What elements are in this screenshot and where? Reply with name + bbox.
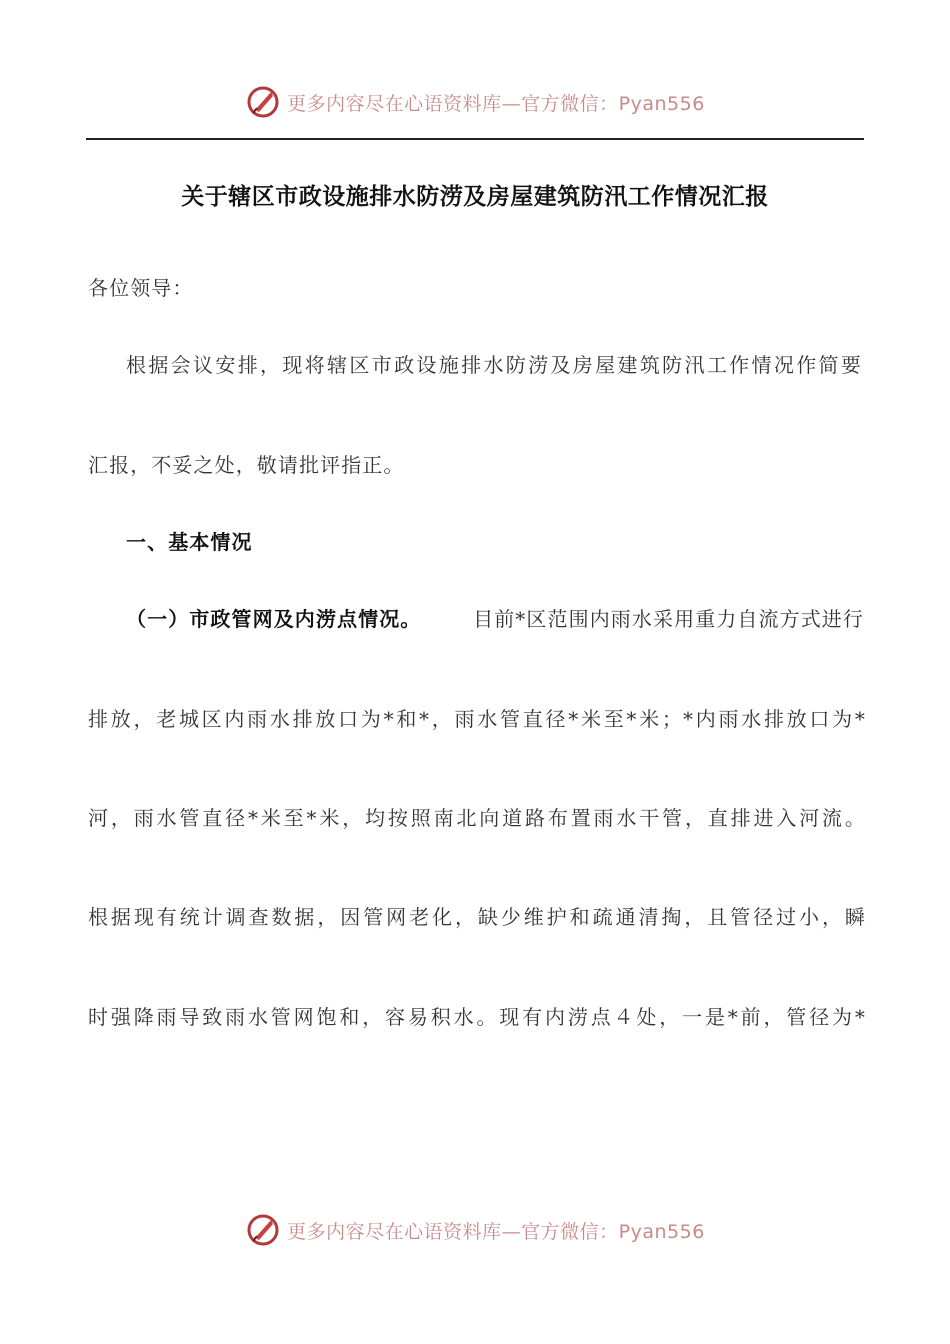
footer-watermark	[0, 1208, 950, 1252]
subsection-first-line	[126, 603, 864, 632]
paragraph-line: 根据现有统计调查数据，因管网老化，缺少维护和疏通清掏，且管径过小，瞬	[88, 905, 866, 929]
paragraph-line: 时强降雨导致雨水管网饱和，容易积水。现有内涝点４处，一是*前，管径为*	[88, 1005, 866, 1029]
watermark-text: 更多内容尽在心语资料库—官方微信：Pyan556	[287, 1220, 705, 1243]
watermark-id: Pyan556	[618, 92, 705, 115]
salutation: 各位领导：	[88, 276, 194, 300]
watermark-id: Pyan556	[618, 1220, 705, 1243]
paragraph-line: 河，雨水管直径*米至*米，均按照南北向道路布置雨水干管，直排进入河流。	[88, 806, 866, 830]
section-heading: 一、基本情况	[126, 530, 253, 554]
document-title: 关于辖区市政设施排水防涝及房屋建筑防汛工作情况汇报	[181, 184, 769, 210]
quill-logo-icon	[245, 84, 281, 120]
watermark-text: 更多内容尽在心语资料库—官方微信：Pyan556	[287, 92, 705, 115]
paragraph-line: 根据会议安排，现将辖区市政设施排水防涝及房屋建筑防汛工作情况作简要	[126, 353, 862, 377]
header-watermark	[0, 80, 950, 124]
paragraph-line: 目前*区范围内雨水采用重力自流方式进行	[473, 607, 864, 631]
subsection-heading: （一）市政管网及内涝点情况。	[126, 607, 422, 631]
paragraph-line: 排放，老城区内雨水排放口为*和*，雨水管直径*米至*米；*内雨水排放口为*	[88, 707, 866, 731]
header-divider	[86, 138, 864, 140]
paragraph-line: 汇报，不妥之处，敬请批评指正。	[88, 453, 405, 477]
quill-logo-icon	[245, 1212, 281, 1248]
